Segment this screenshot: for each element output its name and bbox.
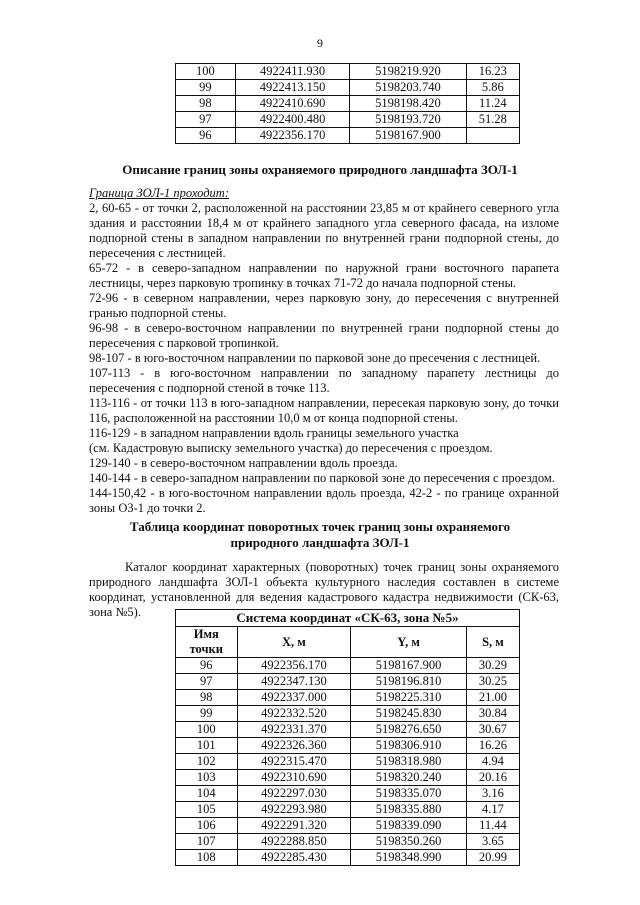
cell-y: 5198225.310 (351, 690, 467, 706)
cell-point-name: 101 (176, 738, 238, 754)
table-row (176, 96, 520, 112)
paragraph: 96-98 - в северо-восточном направлении по внутренней грани подпорной стены до пересечения с парковой тропинкой. (89, 321, 559, 350)
cell-point-name: 97 (176, 112, 236, 128)
cell-s: 30.25 (466, 674, 519, 690)
coordinates-table (175, 609, 520, 866)
cell-point-name: 100 (176, 722, 238, 738)
page-number: 9 (317, 36, 323, 50)
cell-point-name: 106 (176, 818, 238, 834)
cell-x: 4922315.470 (237, 754, 351, 770)
cell-x: 4922291.320 (237, 818, 351, 834)
coordinates-table-continued (175, 63, 520, 144)
table-row (176, 722, 520, 738)
section-heading-coordinates-table: Таблица координат поворотных точек границ зоны охраняемого природного ландшафта ЗОЛ-1 (129, 519, 511, 550)
cell-point-name: 103 (176, 770, 238, 786)
coordinates-table-body (176, 658, 520, 866)
table-row (176, 690, 520, 706)
cell-point-name: 98 (176, 690, 238, 706)
table-row (176, 706, 520, 722)
cell-point-name: 108 (176, 850, 238, 866)
table-row (176, 658, 520, 674)
cell-point-name: 104 (176, 786, 238, 802)
table-row (176, 770, 520, 786)
cell-s: 4.94 (466, 754, 519, 770)
cell-x: 4922413.150 (235, 80, 350, 96)
cell-point-name: 99 (176, 80, 236, 96)
paragraph: 116-129 - в западном направлении вдоль границы земельного участка (89, 426, 459, 440)
cell-x: 4922356.170 (237, 658, 351, 674)
cell-x: 4922337.000 (237, 690, 351, 706)
cell-s: 16.23 (466, 64, 519, 80)
table-row (176, 738, 520, 754)
cell-y: 5198276.650 (351, 722, 467, 738)
cell-y: 5198339.090 (351, 818, 467, 834)
cell-x: 4922288.850 (237, 834, 351, 850)
cell-s: 3.65 (466, 834, 519, 850)
table-row (176, 128, 520, 144)
cell-s: 16.26 (466, 738, 519, 754)
cell-x: 4922297.030 (237, 786, 351, 802)
paragraph: (см. Кадастровую выписку земельного участка) до пересечения с проездом. (89, 441, 493, 455)
coordinates-table-body (176, 64, 520, 144)
cell-x: 4922326.360 (237, 738, 351, 754)
cell-s: 30.29 (466, 658, 519, 674)
cell-x: 4922285.430 (237, 850, 351, 866)
table-row (176, 834, 520, 850)
cell-s: 11.24 (466, 96, 519, 112)
paragraph: 98-107 - в юго-восточном направлении по парковой зоне до пресечения с лестницей. (89, 351, 541, 365)
cell-point-name: 100 (176, 64, 236, 80)
paragraph: 113-116 - от точки 113 в юго-западном направлении, пересекая парковую зону, до точки 116, расположенной на расстоянии 10,0 м от конца подпорной стены. (89, 396, 559, 425)
cell-y: 5198203.740 (350, 80, 466, 96)
cell-y: 5198167.900 (351, 658, 467, 674)
border-description (89, 186, 559, 516)
cell-s: 30.67 (466, 722, 519, 738)
cell-y: 5198335.070 (351, 786, 467, 802)
cell-s: 20.99 (466, 850, 519, 866)
cell-s: 11.44 (466, 818, 519, 834)
paragraph: 107-113 - в юго-восточном направлении по западному парапету лестницы до пересечения с подпорной стеной в точке 113. (89, 366, 559, 395)
cell-y: 5198198.420 (350, 96, 466, 112)
table-row (176, 802, 520, 818)
paragraph: 144-150,42 - в юго-восточном направлении вдоль проезда, 42-2 - по границе охранной зоны ОЗ-1 до точки 2. (89, 486, 559, 515)
cell-x: 4922400.480 (235, 112, 350, 128)
cell-y: 5198348.990 (351, 850, 467, 866)
table-row (176, 112, 520, 128)
cell-y: 5198245.830 (351, 706, 467, 722)
column-header-x: X, м (237, 627, 351, 658)
cell-point-name: 99 (176, 706, 238, 722)
cell-y: 5198306.910 (351, 738, 467, 754)
cell-x: 4922411.930 (235, 64, 350, 80)
cell-x: 4922347.130 (237, 674, 351, 690)
paragraph: 65-72 - в северо-западном направлении по наружной грани восточного парапета лестницы, через парковую тропинку в точках 71-72 до начала подпорной стены. (89, 261, 559, 290)
cell-point-name: 97 (176, 674, 238, 690)
cell-y: 5198196.810 (351, 674, 467, 690)
section-heading-borders: Описание границ зоны охраняемого природного ландшафта ЗОЛ-1 (122, 162, 518, 177)
paragraph: 72-96 - в северном направлении, через парковую зону, до пересечения с внутренней гранью подпорной стены. (89, 291, 559, 320)
coordinate-system-row (176, 610, 520, 627)
cell-x: 4922356.170 (235, 128, 350, 144)
cell-x: 4922293.980 (237, 802, 351, 818)
border-title: Граница ЗОЛ-1 проходит: (89, 186, 229, 200)
cell-y: 5198219.920 (350, 64, 466, 80)
cell-x: 4922332.520 (237, 706, 351, 722)
cell-s: 4.17 (466, 802, 519, 818)
cell-point-name: 105 (176, 802, 238, 818)
table-row (176, 818, 520, 834)
cell-point-name: 102 (176, 754, 238, 770)
cell-s (466, 128, 519, 144)
cell-y: 5198350.260 (351, 834, 467, 850)
cell-s: 51.28 (466, 112, 519, 128)
paragraph: 129-140 - в северо-восточном направлении вдоль проезда. (89, 456, 398, 470)
cell-y: 5198167.900 (350, 128, 466, 144)
table-row (176, 754, 520, 770)
table-row (176, 786, 520, 802)
cell-point-name: 107 (176, 834, 238, 850)
paragraph: 2, 60-65 - от точки 2, расположенной на расстоянии 23,85 м от крайнего северного угла здания и расстоянии 18,4 м от крайнего западного угла северного фасада, на изломе подпорной стены в западном направлении по внутренней грани подпорной стены, до пересечения с лестницей. (89, 201, 559, 260)
cell-y: 5198193.720 (350, 112, 466, 128)
cell-point-name: 96 (176, 128, 236, 144)
cell-s: 5.86 (466, 80, 519, 96)
table-header-row (176, 627, 520, 658)
cell-y: 5198318.980 (351, 754, 467, 770)
cell-s: 30.84 (466, 706, 519, 722)
catalog-paragraph: Каталог координат характерных (поворотных) точек границ зоны охраняемого природного ландшафта ЗОЛ-1 объекта культурного наследия составлен в системе координат, установленной для ведения кадастрового кадастра недвижимости (СК-63, зона №5). (89, 560, 559, 619)
cell-x: 4922410.690 (235, 96, 350, 112)
cell-x: 4922310.690 (237, 770, 351, 786)
cell-x: 4922331.370 (237, 722, 351, 738)
cell-point-name: 96 (176, 658, 238, 674)
cell-s: 20.16 (466, 770, 519, 786)
table-row (176, 80, 520, 96)
coordinate-system-title: Система координат «СК-63, зона №5» (176, 610, 520, 627)
cell-point-name: 98 (176, 96, 236, 112)
table-row (176, 674, 520, 690)
cell-y: 5198320.240 (351, 770, 467, 786)
table-row (176, 64, 520, 80)
paragraph: 140-144 - в северо-западном направлении по парковой зоне до пересечения с проездом. (89, 471, 555, 485)
cell-y: 5198335.880 (351, 802, 467, 818)
column-header-s: S, м (466, 627, 519, 658)
cell-s: 21.00 (466, 690, 519, 706)
column-header-point-name: Имя точки (176, 627, 238, 658)
column-header-y: Y, м (351, 627, 467, 658)
table-row (176, 850, 520, 866)
cell-s: 3.16 (466, 786, 519, 802)
